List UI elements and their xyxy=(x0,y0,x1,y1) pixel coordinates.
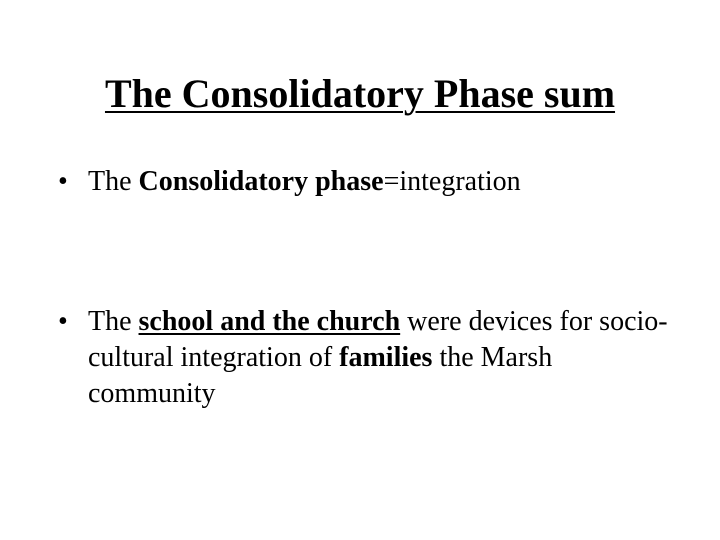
bullet-text-bold-underlined: school and the church xyxy=(138,306,401,337)
bullet-text-plain: The xyxy=(88,166,139,197)
bullet-dot-icon: • xyxy=(58,166,68,197)
bullet-dot-icon: • xyxy=(58,306,68,337)
bullet-item xyxy=(58,164,678,200)
bullet-list-1 xyxy=(58,164,678,200)
bullet-text-plain: The xyxy=(88,306,139,337)
bullet-text-bold: Consolidatory phase xyxy=(138,166,384,197)
bullet-text-plain: the Marsh community xyxy=(88,342,553,409)
bullet-text-plain: were devices for socio-cultural integration of xyxy=(88,306,668,373)
bullet-item xyxy=(58,304,678,412)
bullet-text-bold: families xyxy=(339,342,433,373)
bullet-list-2 xyxy=(58,304,678,412)
slide-title xyxy=(0,70,720,118)
bullet-text-plain: =integration xyxy=(383,166,521,197)
slide-title-text: The Consolidatory Phase sum xyxy=(104,71,616,116)
